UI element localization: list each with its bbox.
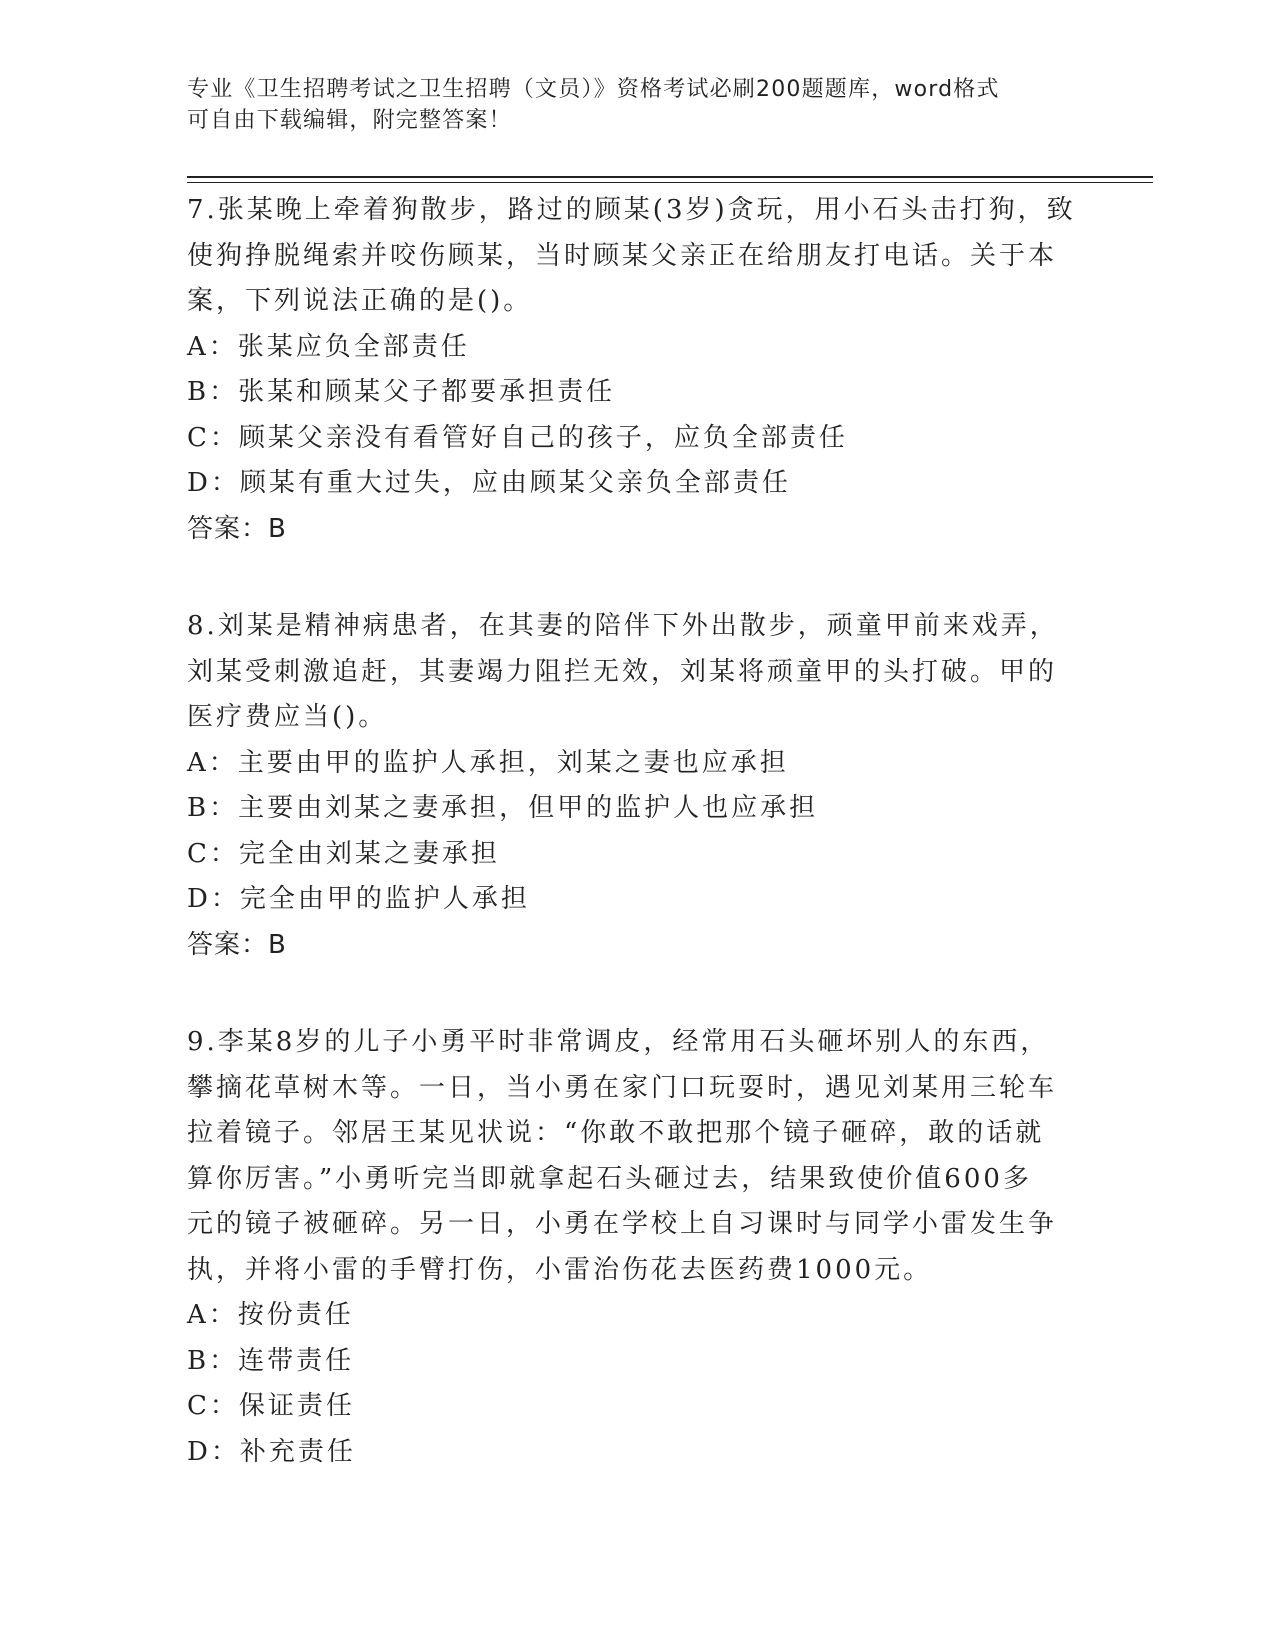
option-d: D：完全由甲的监护人承担	[187, 884, 530, 914]
question-stem-line: 7.张某晚上牵着狗散步，路过的顾某(3岁)贪玩，用小石头击打狗，致	[187, 195, 1076, 225]
question-9	[187, 1020, 1087, 1475]
question-stem-line: 算你厉害。”小勇听完当即就拿起石头砸过去，结果致使价值600多	[187, 1163, 1032, 1194]
option-d: D：补充责任	[187, 1436, 356, 1467]
header-divider-thick	[187, 176, 1153, 178]
question-stem-line: 案，下列说法正确的是()。	[187, 286, 533, 316]
option-b: B：张某和顾某父子都要承担责任	[187, 377, 616, 407]
question-stem-line: 拉着镜子。邻居王某见状说：“你敢不敢把那个镜子砸碎，敢的话就	[187, 1118, 1045, 1148]
question-stem-line: 9.李某8岁的儿子小勇平时非常调皮，经常用石头砸坏别人的东西，	[187, 1027, 1050, 1057]
question-stem-line: 攀摘花草树木等。一日，当小勇在家门口玩耍时，遇见刘某用三轮车	[187, 1072, 1058, 1103]
question-8	[187, 604, 1087, 968]
header-line: 专业《卫生招聘考试之卫生招聘（文员）》资格考试必刷200题题库，word格式	[187, 77, 1000, 102]
option-c: C：完全由刘某之妻承担	[187, 838, 500, 869]
question-stem-line: 元的镜子被砸碎。另一日，小勇在学校上自习课时与同学小雷发生争	[187, 1209, 1058, 1239]
option-c: C：顾某父亲没有看管好自己的孩子，应负全部责任	[187, 422, 848, 453]
question-stem-line: 使狗挣脱绳索并咬伤顾某，当时顾某父亲正在给朋友打电话。关于本	[187, 240, 1058, 271]
option-a: A：张某应负全部责任	[187, 331, 470, 362]
answer-label: 答案：B	[187, 513, 287, 544]
option-a: A：主要由甲的监护人承担，刘某之妻也应承担	[187, 747, 789, 778]
question-stem-line: 刘某受刺激追赶，其妻竭力阻拦无效，刘某将顽童甲的头打破。甲的	[187, 656, 1058, 687]
header-divider-thin	[187, 182, 1153, 183]
document-header	[187, 74, 1067, 136]
option-a: A：按份责任	[187, 1300, 354, 1330]
answer-label: 答案：B	[187, 929, 287, 960]
option-b: B：连带责任	[187, 1345, 355, 1376]
option-d: D：顾某有重大过失，应由顾某父亲负全部责任	[187, 468, 791, 498]
question-stem-line: 8.刘某是精神病患者，在其妻的陪伴下外出散步，顽童甲前来戏弄，	[187, 611, 1059, 641]
option-c: C：保证责任	[187, 1391, 355, 1421]
header-line: 可自由下载编辑，附完整答案！	[187, 108, 512, 133]
option-b: B：主要由刘某之妻承担，但甲的监护人也应承担	[187, 793, 819, 823]
question-stem-line: 医疗费应当()。	[187, 702, 388, 732]
question-list	[187, 188, 1087, 1527]
question-7	[187, 188, 1087, 552]
question-stem-line: 执，并将小雷的手臂打伤，小雷治伤花去医药费1000元。	[187, 1254, 933, 1285]
